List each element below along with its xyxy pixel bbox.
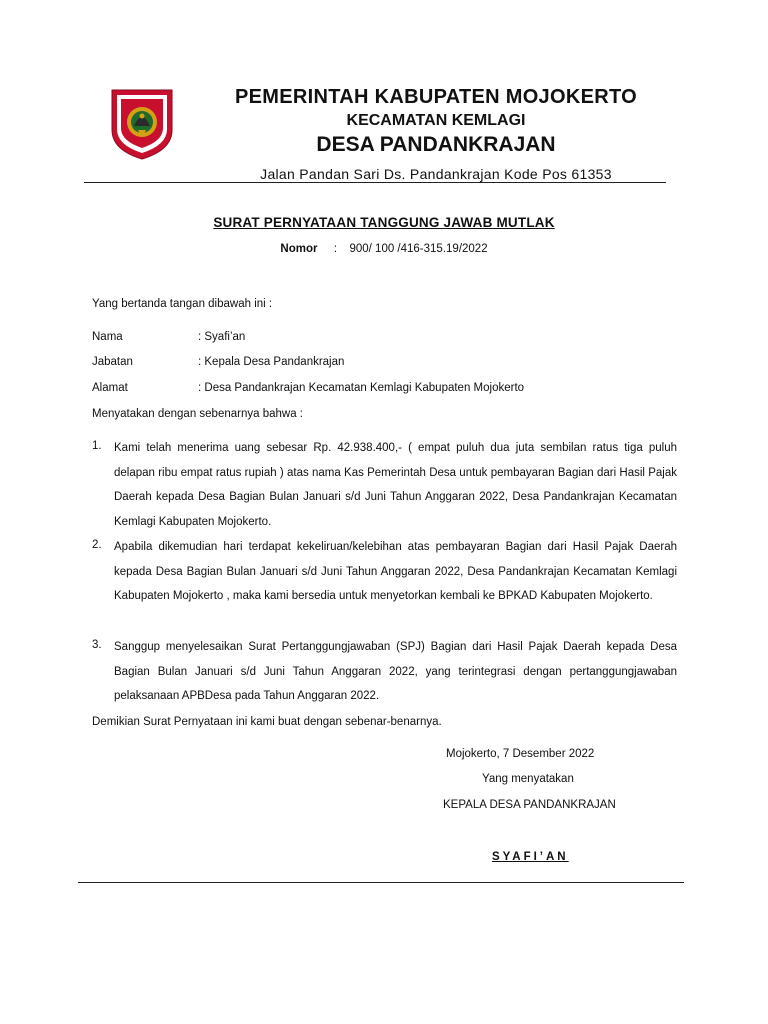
footer-divider — [78, 882, 684, 883]
document-number — [0, 243, 768, 255]
signature-position: KEPALA DESA PANDANKRAJAN — [443, 799, 616, 811]
document-number-label: Nomor — [280, 243, 318, 255]
letterhead-address: Jalan Pandan Sari Ds. Pandankrajan Kode Pos 61353 — [260, 166, 612, 182]
identity-key: Nama — [92, 331, 123, 343]
statement-text: Sanggup menyelesaikan Surat Pertanggungjawaban (SPJ) Bagian dari Hasil Pajak Daerah kepada Desa Bagian Bulan Januari s/d Juni Tahun Anggaran 2022, yang terintegrasi dengan pertanggungjawaban pelaksanaan APBDesa pada Tahun Anggaran 2022. — [114, 641, 677, 702]
document-number-separator: : — [333, 243, 338, 255]
letterhead-government: PEMERINTAH KABUPATEN MOJOKERTO — [235, 86, 637, 108]
identity-key: Jabatan — [92, 356, 133, 368]
identity-value: : Syafi’an — [198, 331, 246, 343]
statement-number: 3. — [92, 639, 102, 651]
signatory-name: SYAFI’AN — [492, 851, 569, 863]
mojokerto-regency-emblem-icon — [108, 86, 176, 162]
closing-text: Demikian Surat Pernyataan ini kami buat dengan sebenar-benarnya. — [92, 716, 442, 728]
identity-value: : Desa Pandankrajan Kecamatan Kemlagi Kabupaten Mojokerto — [198, 382, 525, 394]
statement-intro: Menyatakan dengan sebenarnya bahwa : — [92, 408, 303, 420]
identity-key: Alamat — [92, 382, 128, 394]
identity-value: : Kepala Desa Pandankrajan — [198, 356, 345, 368]
statement-number: 1. — [92, 440, 102, 452]
document-title: SURAT PERNYATAAN TANGGUNG JAWAB MUTLAK — [213, 215, 555, 230]
statement-text: Apabila dikemudian hari terdapat kekeliruan/kelebihan atas pembayaran Bagian dari Hasil Pajak Daerah kepada Desa Bagian Bulan Januari s/d Juni Tahun Anggaran 2022, Desa Pandankrajan Kecamatan Kemlagi Kabupaten Mojokerto , maka kami bersedia untuk menyetorkan kembali ke BPKAD Kabupaten Mojokerto. — [114, 541, 677, 602]
signature-place-date: Mojokerto, 7 Desember 2022 — [446, 748, 595, 760]
letterhead-district: KECAMATAN KEMLAGI — [346, 112, 526, 129]
signature-role: Yang menyatakan — [482, 773, 574, 785]
statement-text: Kami telah menerima uang sebesar Rp. 42.938.400,- ( empat puluh dua juta sembilan ratus tiga puluh delapan ribu empat ratus rupiah ) atas nama Kas Pemerintah Desa untuk pembayaran Bagian dari Hasil Pajak Daerah kepada Desa Bagian Bulan Januari s/d Juni Tahun Anggaran 2022, Desa Pandankrajan Kecamatan Kemlagi Kabupaten Mojokerto. — [114, 442, 677, 528]
document-number-value: 900/ 100 /416-315.19/2022 — [349, 243, 488, 255]
letterhead — [196, 84, 676, 183]
letterhead-divider — [84, 182, 666, 183]
statement-number: 2. — [92, 539, 102, 551]
letterhead-village: DESA PANDANKRAJAN — [316, 133, 556, 156]
intro-text: Yang bertanda tangan dibawah ini : — [92, 298, 273, 310]
